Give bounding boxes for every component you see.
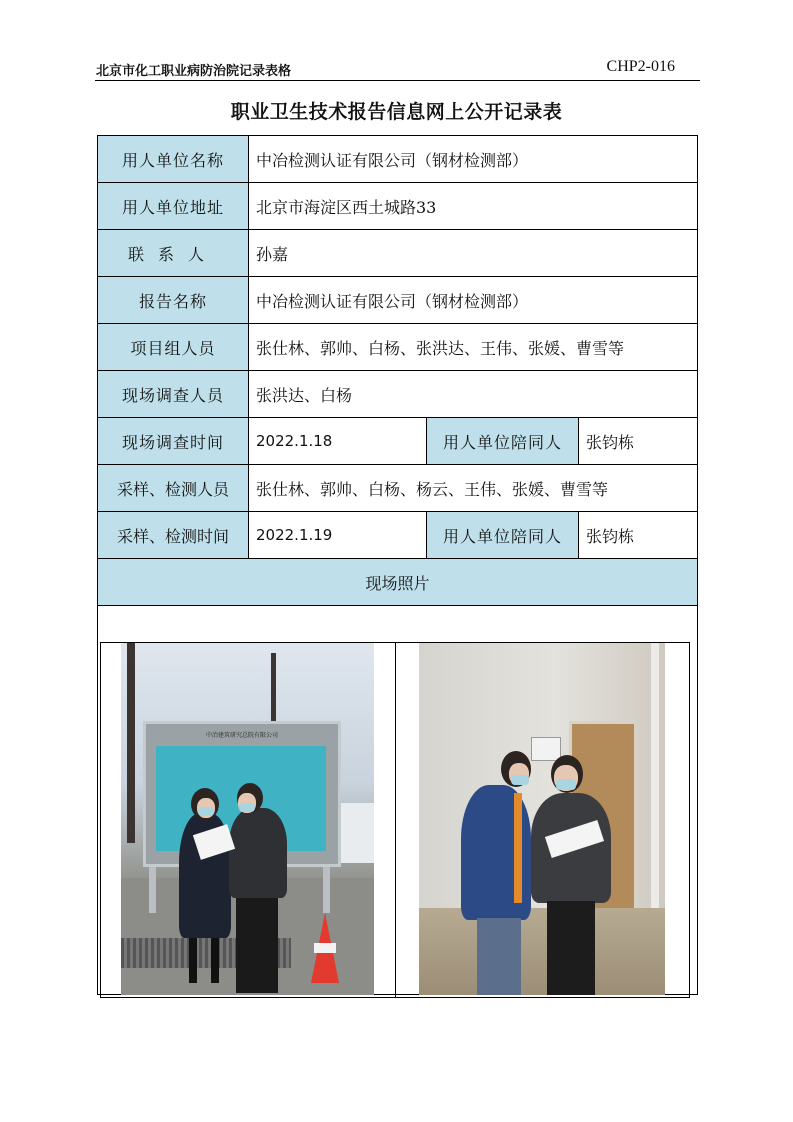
org-header: 北京市化工职业病防治院记录表格 [96, 64, 292, 79]
label-sampling-time: 采样、检测时间 [98, 512, 249, 559]
trousers [547, 901, 595, 995]
value-contact: 孙嘉 [249, 230, 698, 277]
label-survey-staff: 现场调查人员 [98, 371, 249, 418]
photos-divider [395, 643, 396, 997]
jacket-stripe [514, 793, 522, 903]
label-sampling-staff: 采样、检测人员 [98, 465, 249, 512]
row-report-name [98, 277, 698, 324]
tree-trunk [271, 653, 276, 728]
value-unit-address: 北京市海淀区西土城路33 [249, 183, 698, 230]
label-survey-time: 现场调查时间 [98, 418, 249, 465]
value-sampling-companion: 张钧栋 [579, 512, 698, 559]
form-code: CHP2-016 [606, 58, 675, 75]
label-sampling-companion: 用人单位陪同人 [427, 512, 579, 559]
value-sampling-time: 2022.1.19 [249, 512, 427, 559]
value-project-members: 张仕林、郭帅、白杨、张洪达、王伟、张媛、曹雪等 [249, 324, 698, 371]
row-unit-address [98, 183, 698, 230]
page-title: 职业卫生技术报告信息网上公开记录表 [230, 101, 563, 123]
site-photo-2 [419, 643, 665, 995]
value-survey-time: 2022.1.18 [249, 418, 427, 465]
label-contact: 联系人 [98, 230, 249, 277]
row-sampling-time [98, 512, 698, 559]
row-sampling-staff [98, 465, 698, 512]
face-mask [198, 807, 214, 816]
site-photo-1 [121, 643, 374, 995]
wall-plaque [531, 737, 561, 761]
label-project-members: 项目组人员 [98, 324, 249, 371]
photos-section-label: 现场照片 [98, 559, 698, 606]
person-man [229, 808, 287, 898]
floor [419, 908, 665, 995]
face-mask [511, 775, 529, 785]
photos-frame [100, 642, 690, 998]
tree-trunk [127, 643, 135, 843]
row-survey-time [98, 418, 698, 465]
value-sampling-staff: 张仕林、郭帅、白杨、杨云、王伟、张媛、曹雪等 [249, 465, 698, 512]
value-survey-staff: 张洪达、白杨 [249, 371, 698, 418]
row-project-members [98, 324, 698, 371]
label-unit-address: 用人单位地址 [98, 183, 249, 230]
trousers [236, 898, 278, 993]
board-caption: 中冶建筑研究总院有限公司 [205, 732, 278, 739]
value-report-name: 中冶检测认证有限公司（钢材检测部） [249, 277, 698, 324]
value-unit-name: 中冶检测认证有限公司（钢材检测部） [249, 136, 698, 183]
leg [211, 938, 219, 983]
label-unit-name: 用人单位名称 [98, 136, 249, 183]
jeans [477, 918, 521, 995]
leg [189, 938, 197, 983]
value-survey-companion: 张钧栋 [579, 418, 698, 465]
header-rule [95, 80, 700, 81]
row-unit-name [98, 136, 698, 183]
face-mask [239, 803, 255, 812]
face-mask [556, 779, 576, 790]
row-survey-staff [98, 371, 698, 418]
label-report-name: 报告名称 [98, 277, 249, 324]
row-photos-header [98, 559, 698, 606]
cone-stripe [314, 943, 336, 953]
label-survey-companion: 用人单位陪同人 [427, 418, 579, 465]
row-contact [98, 230, 698, 277]
